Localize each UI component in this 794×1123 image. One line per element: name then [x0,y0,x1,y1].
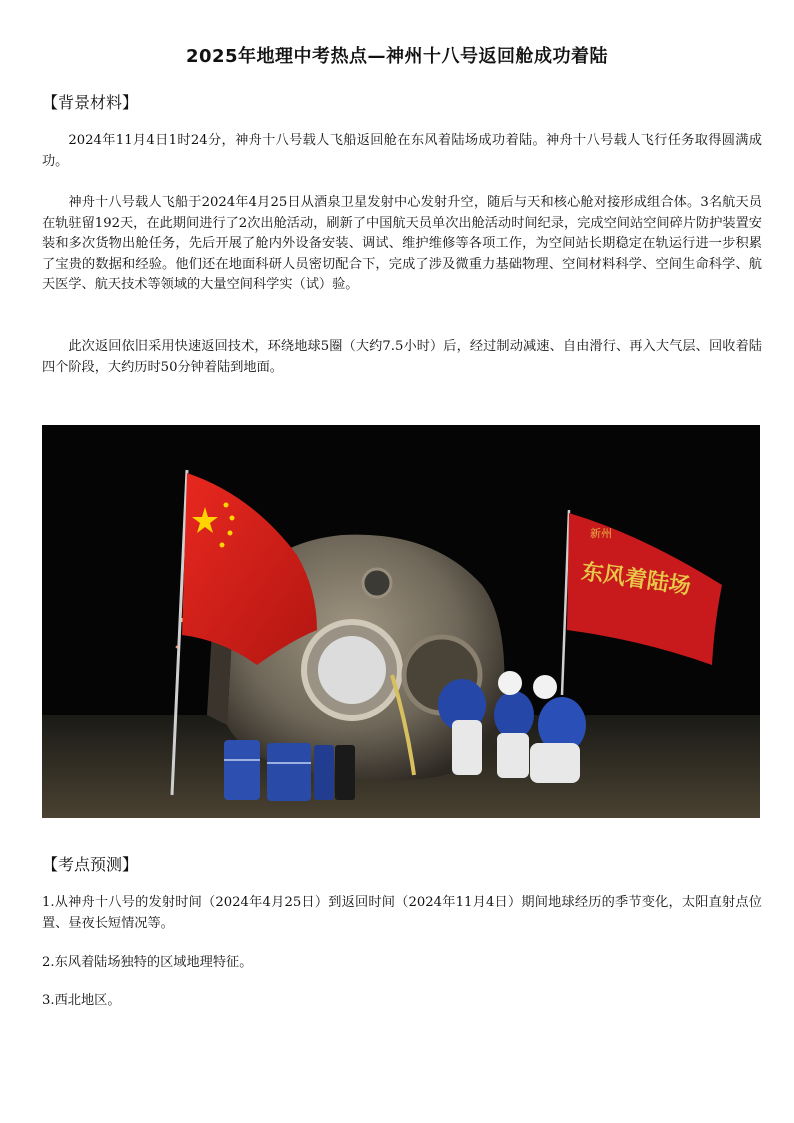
paragraph-2: 神舟十八号载人飞船于2024年4月25日从酒泉卫星发射中心发射升空，随后与天和核心舱对接形成组合体。3名航天员在轨驻留192天，在此期间进行了2次出舱活动，刷新了中国航天员单次出舱活动时间纪录，完成空间站空间碎片防护装置安装和多次货物出舱任务，先后开展了舱内外设备安装、调试、维护维修等各项工作，为空间站长期稳定在轨运行进一步积累了宝贵的数据和经验。他们还在地面科研人员密切配合下，完成了涉及微重力基础物理、空间材料科学、空间生命科学、航天医学、航天技术等领域的大量空间科学实（试）验。 [42,195,762,292]
prediction-heading: 【考点预测】 [42,855,139,874]
prediction-item-1: 1.从神舟十八号的发射时间（2024年4月25日）到返回时间（2024年11月4日）期间地球经历的季节变化，太阳直射点位置、昼夜长短情况等。 [42,895,762,931]
prediction-item-2: 2.东风着陆场独特的区域地理特征。 [42,955,253,970]
page-title: 2025年地理中考热点—神州十八号返回舱成功着陆 [185,46,609,67]
landing-photo [42,425,760,818]
paragraph-1: 2024年11月4日1时24分，神舟十八号载人飞船返回舱在东风着陆场成功着陆。神舟十八号载人飞行任务取得圆满成功。 [42,133,762,169]
landing-scene [42,425,760,818]
banner-top-text: 新州 [590,527,612,540]
paragraph-3: 此次返回依旧采用快速返回技术，环绕地球5圈（大约7.5小时）后，经过制动减速、自由滑行、再入大气层、回收着陆四个阶段，大约历时50分钟着陆到地面。 [42,339,762,375]
background-heading: 【背景材料】 [42,93,139,112]
equipment-bags [224,740,355,801]
banner-main-text: 东风着陆场 [579,559,693,600]
prediction-item-3: 3.西北地区。 [42,993,121,1008]
